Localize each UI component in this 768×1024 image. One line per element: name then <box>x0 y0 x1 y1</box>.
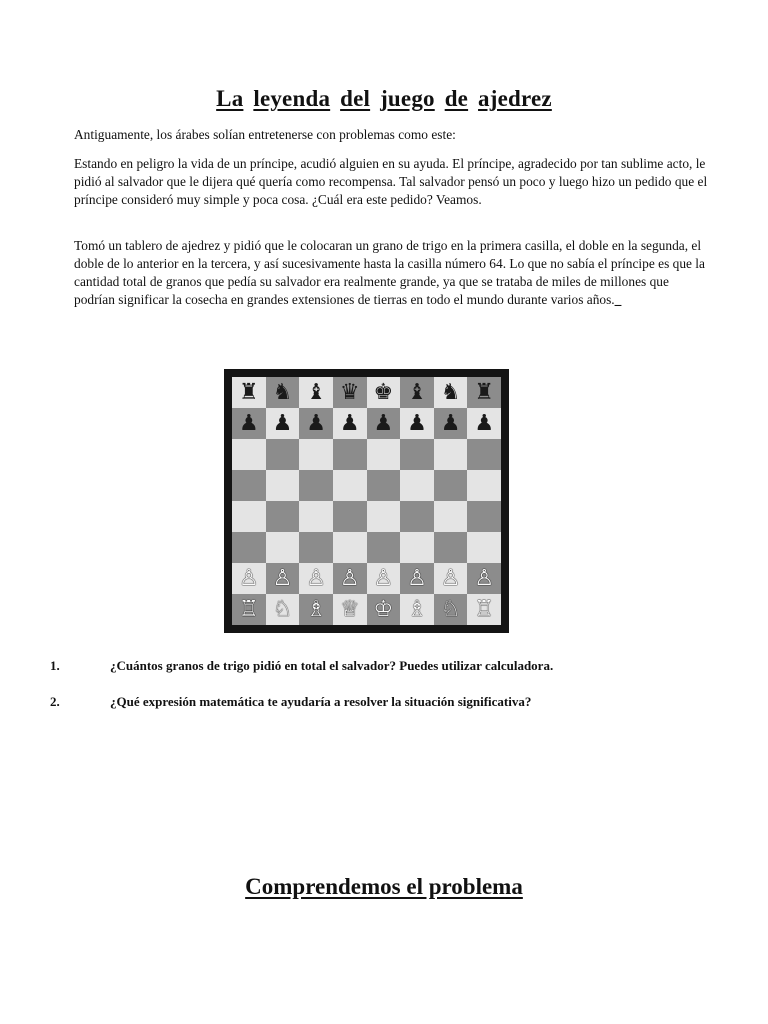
board-square <box>266 532 300 563</box>
chessboard-image <box>224 369 509 633</box>
board-square <box>467 501 501 532</box>
board-square <box>367 439 401 470</box>
black-chess-piece-icon: ♝ <box>407 379 427 405</box>
white-chess-piece-icon: ♙ <box>272 565 293 591</box>
board-square <box>367 470 401 501</box>
black-chess-piece-icon: ♛ <box>339 379 360 405</box>
board-square <box>232 501 266 532</box>
board-square <box>232 563 266 594</box>
board-square <box>367 408 401 439</box>
board-square <box>400 439 434 470</box>
board-square <box>232 470 266 501</box>
text-cursor-mark: _ <box>614 292 622 307</box>
board-square <box>367 501 401 532</box>
board-square <box>434 470 468 501</box>
board-square <box>232 408 266 439</box>
board-square <box>266 563 300 594</box>
board-square <box>333 377 367 408</box>
board-square <box>467 408 501 439</box>
board-square <box>367 377 401 408</box>
board-square <box>299 501 333 532</box>
board-square <box>434 501 468 532</box>
black-chess-piece-icon: ♝ <box>306 379 326 405</box>
question-number: 1. <box>50 658 60 673</box>
board-square <box>367 594 401 625</box>
board-square <box>232 532 266 563</box>
board-square <box>400 470 434 501</box>
white-chess-piece-icon: ♘ <box>272 596 293 622</box>
white-chess-piece-icon: ♗ <box>306 596 326 622</box>
black-chess-piece-icon: ♟ <box>440 410 461 436</box>
board-square <box>299 408 333 439</box>
board-square <box>266 501 300 532</box>
board-square <box>434 408 468 439</box>
story-paragraph-1: Estando en peligro la vida de un príncipe, acudió alguien en su ayuda. El príncipe, agradecido por tan sublime acto, le pidió al salvador que le dijera qué quería como recompensa. Tal salvador pensó un poco y luego hizo un pedido que el príncipe consideró muy simple y poca cosa. ¿Cuál era este pedido? Veamos. <box>74 156 708 207</box>
board-square <box>434 532 468 563</box>
board-square <box>333 563 367 594</box>
white-chess-piece-icon: ♙ <box>440 565 461 591</box>
board-square <box>400 408 434 439</box>
board-square <box>333 470 367 501</box>
board-square <box>299 470 333 501</box>
black-chess-piece-icon: ♞ <box>272 379 293 405</box>
board-square <box>266 408 300 439</box>
white-chess-piece-icon: ♙ <box>474 565 495 591</box>
board-square <box>467 594 501 625</box>
intro-paragraph: Antiguamente, los árabes solían entretenerse con problemas como este: <box>74 127 456 142</box>
title-word: juego <box>380 86 435 111</box>
black-chess-piece-icon: ♟ <box>238 410 259 436</box>
white-chess-piece-icon: ♙ <box>373 565 394 591</box>
board-square <box>400 563 434 594</box>
board-square <box>434 377 468 408</box>
white-chess-piece-icon: ♖ <box>238 596 259 622</box>
board-square <box>266 594 300 625</box>
board-square <box>400 594 434 625</box>
board-square <box>367 563 401 594</box>
white-chess-piece-icon: ♙ <box>238 565 259 591</box>
black-chess-piece-icon: ♟ <box>407 410 427 436</box>
board-square <box>232 439 266 470</box>
white-chess-piece-icon: ♕ <box>339 596 360 622</box>
board-square <box>266 377 300 408</box>
board-square <box>333 439 367 470</box>
white-chess-piece-icon: ♗ <box>407 596 427 622</box>
board-square <box>333 501 367 532</box>
question-number: 2. <box>50 694 60 709</box>
board-square <box>434 594 468 625</box>
black-chess-piece-icon: ♜ <box>474 379 495 405</box>
white-chess-piece-icon: ♙ <box>339 565 360 591</box>
board-square <box>400 532 434 563</box>
black-chess-piece-icon: ♟ <box>474 410 495 436</box>
board-square <box>467 470 501 501</box>
board-square <box>467 439 501 470</box>
board-square <box>299 439 333 470</box>
document-title <box>0 86 768 112</box>
white-chess-piece-icon: ♘ <box>440 596 461 622</box>
board-square <box>299 563 333 594</box>
title-word: La <box>216 86 244 111</box>
title-word: de <box>444 86 469 111</box>
black-chess-piece-icon: ♟ <box>272 410 293 436</box>
black-chess-piece-icon: ♞ <box>440 379 461 405</box>
board-square <box>367 532 401 563</box>
white-chess-piece-icon: ♔ <box>373 596 394 622</box>
black-chess-piece-icon: ♟ <box>373 410 394 436</box>
board-square <box>232 594 266 625</box>
board-square <box>400 501 434 532</box>
title-word: leyenda <box>253 86 331 111</box>
board-square <box>467 532 501 563</box>
story-paragraph-2-text: Tomó un tablero de ajedrez y pidió que le colocaran un grano de trigo en la primera casilla, el doble en la segunda, el doble de lo anterior en la tercera, y así sucesivamente hasta la casilla número 64. Lo que no sabía el príncipe es que la cantidad total de granos que pedía su salvador era realmente grande, ya que se trataba de miles de millones que podrían significar la cosecha en grandes extensiones de tierras en todo el mundo durante varios años. <box>74 238 705 307</box>
white-chess-piece-icon: ♖ <box>474 596 495 622</box>
board-square <box>299 532 333 563</box>
black-chess-piece-icon: ♚ <box>373 379 394 405</box>
question-text: ¿Cuántos granos de trigo pidió en total el salvador? Puedes utilizar calculadora. <box>110 658 554 673</box>
section-subtitle: Comprendemos el problema <box>245 874 523 899</box>
board-square <box>299 594 333 625</box>
black-chess-piece-icon: ♟ <box>306 410 326 436</box>
board-square <box>333 532 367 563</box>
question-text: ¿Qué expresión matemática te ayudaría a resolver la situación significativa? <box>110 694 532 709</box>
title-word: del <box>340 86 371 111</box>
board-square <box>333 408 367 439</box>
story-paragraph-2 <box>74 237 710 309</box>
board-square <box>400 377 434 408</box>
board-square <box>333 594 367 625</box>
chessboard-grid <box>232 377 501 625</box>
board-square <box>467 377 501 408</box>
board-square <box>434 439 468 470</box>
board-square <box>266 439 300 470</box>
black-chess-piece-icon: ♜ <box>238 379 259 405</box>
board-square <box>266 470 300 501</box>
white-chess-piece-icon: ♙ <box>306 565 326 591</box>
board-square <box>299 377 333 408</box>
board-square <box>232 377 266 408</box>
white-chess-piece-icon: ♙ <box>407 565 427 591</box>
board-square <box>434 563 468 594</box>
board-square <box>467 563 501 594</box>
title-word: ajedrez <box>478 86 552 111</box>
black-chess-piece-icon: ♟ <box>339 410 360 436</box>
